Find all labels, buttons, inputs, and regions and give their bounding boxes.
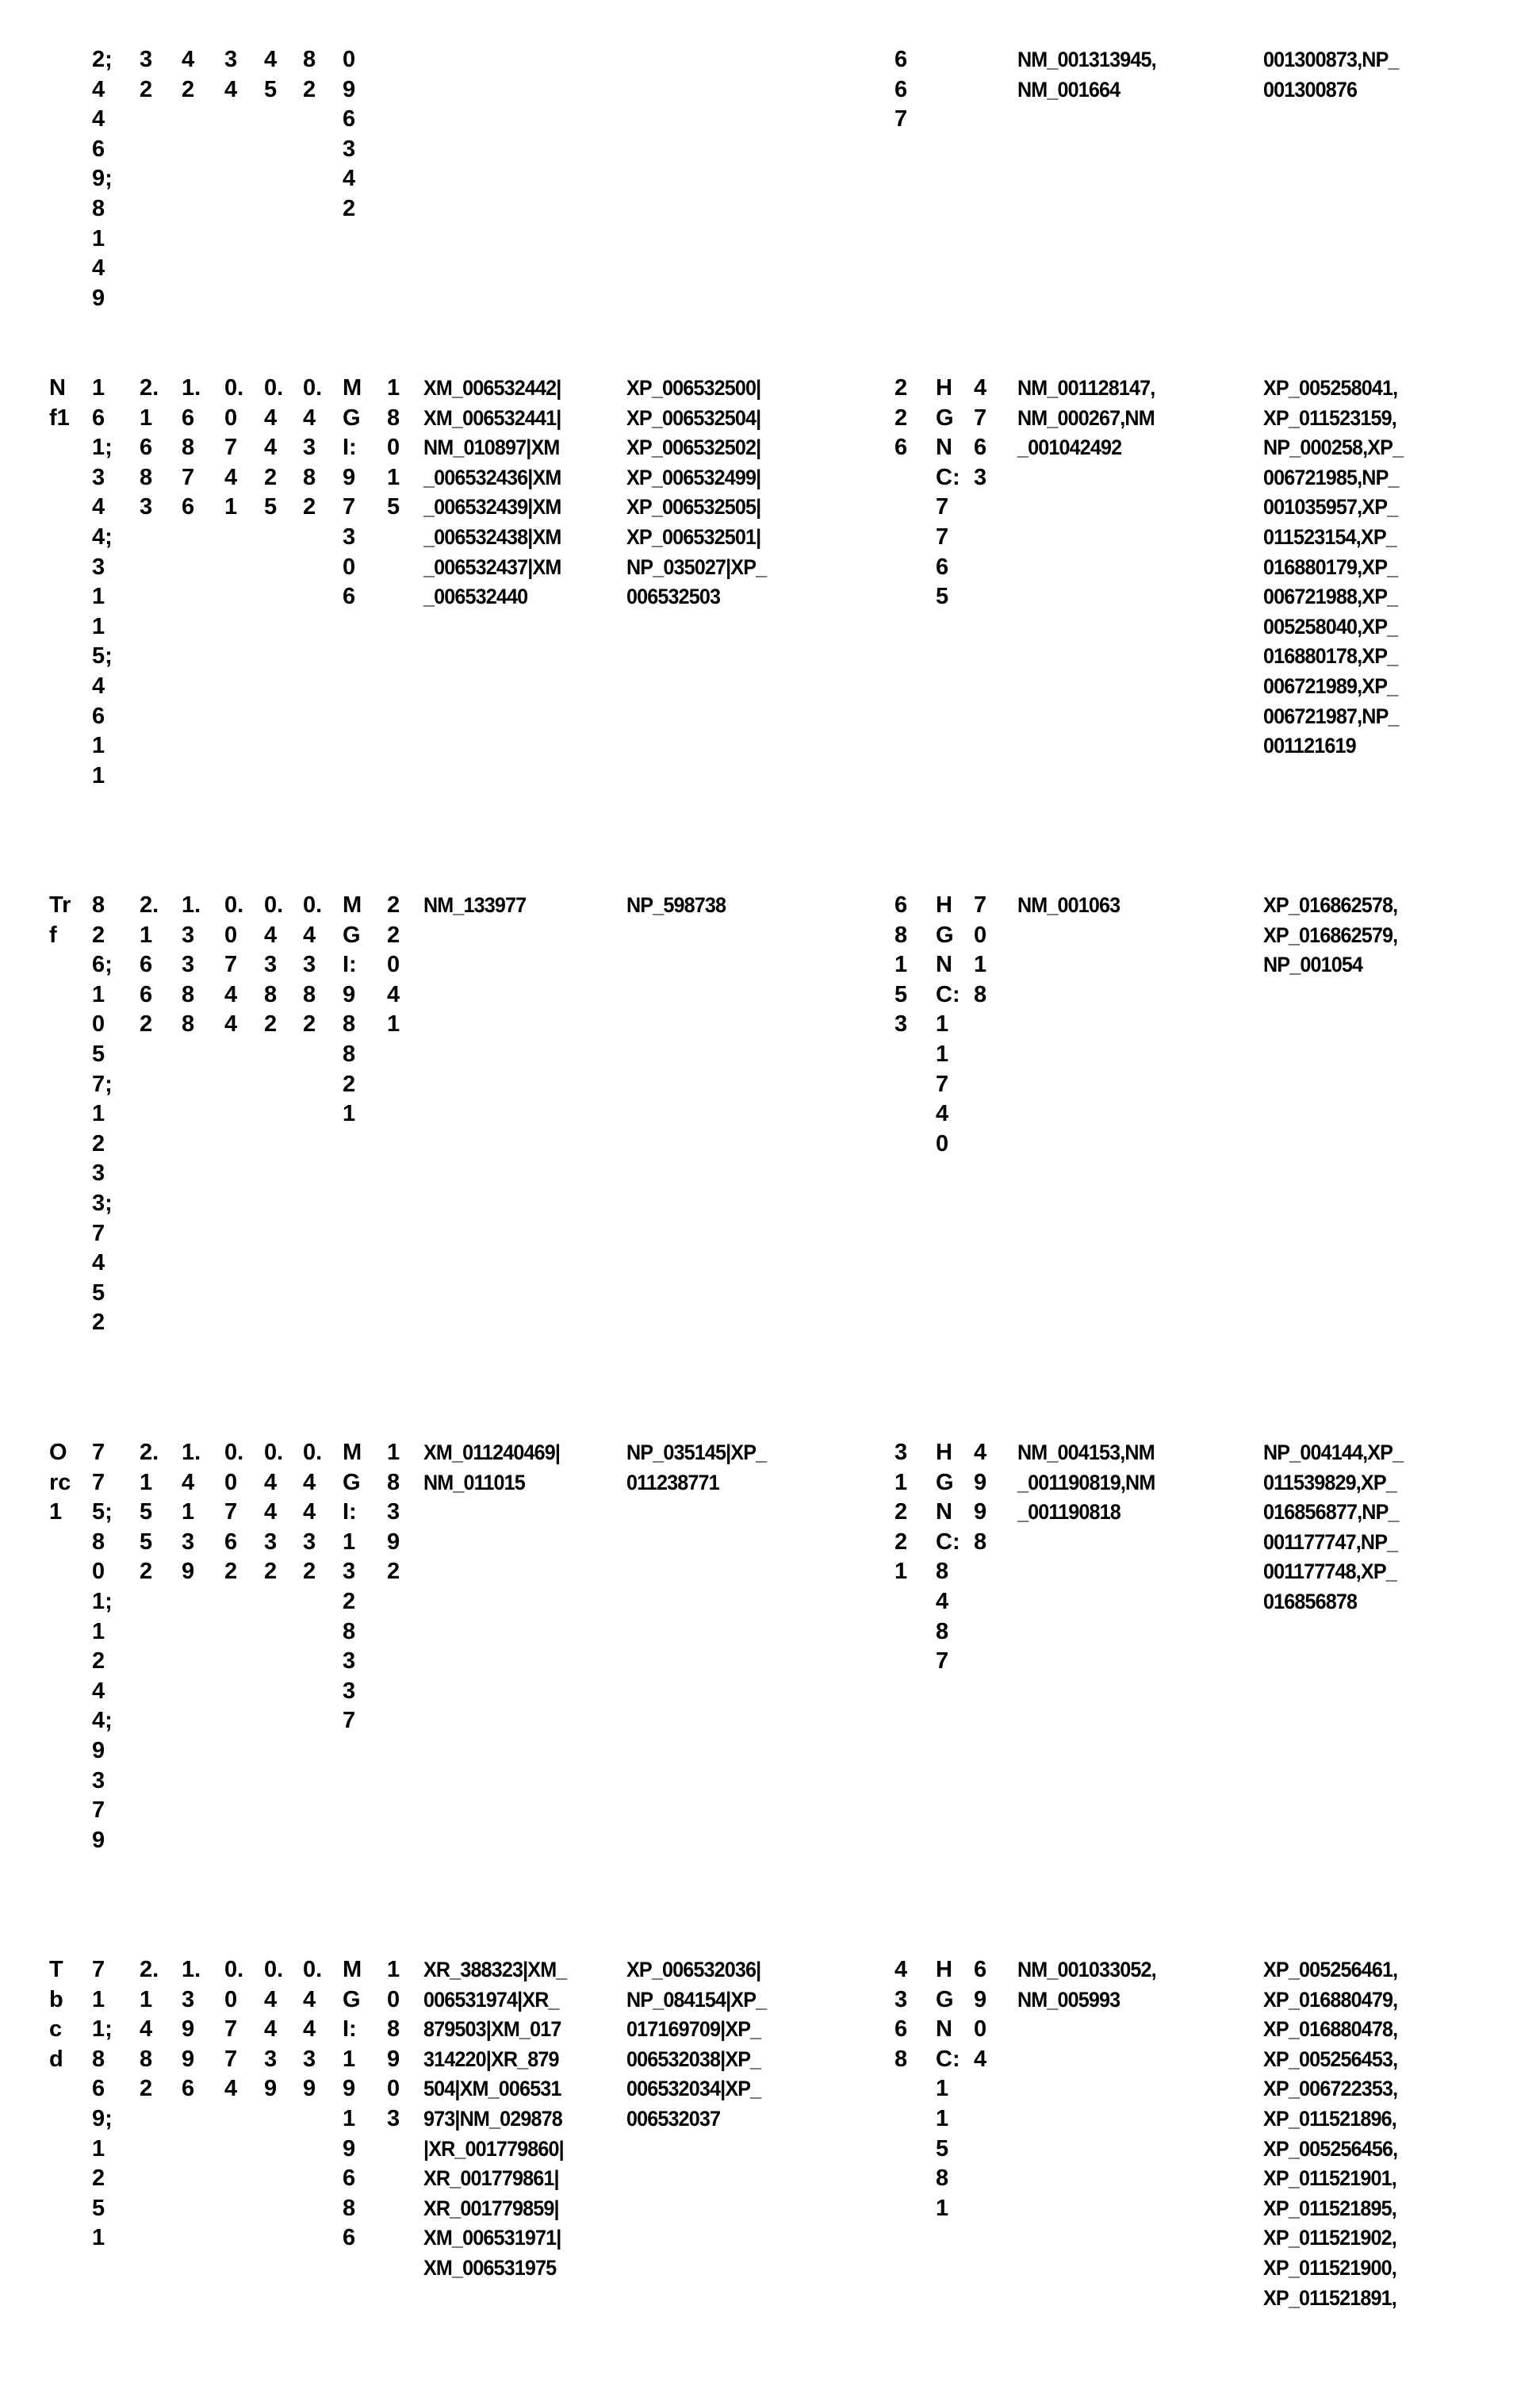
value-2: 1.3996 [182,1957,201,2102]
hgnc-accession: HGNC:8487 [936,1440,960,1674]
value-5: 82 [303,47,316,102]
human-protein-ids: XP_016862578, XP_016862579, NP_001054 [1263,893,1398,977]
mouse-gene-id: 18392 [387,1440,400,1585]
mouse-mrna-ids: XM_006532442| XM_006532441| NM_010897|XM _006532436|XM _006532439|XM _006532438|XM _006532437|XM _006532440 [423,376,561,609]
value-1: 32 [140,47,153,102]
value-2: 42 [182,47,195,102]
hgnc-accession: HGNC:11581 [936,1957,960,2221]
mgi-accession: MGI:1328337 [343,1440,362,1734]
human-protein-ids: 001300873,NP_ 001300876 [1263,48,1399,102]
mouse-gene-id: 108903 [387,1957,400,2131]
human-number: 68153 [895,892,908,1038]
hgnc-accession: HGNC:7765 [936,375,960,610]
value-5: 0.4382 [303,375,323,520]
mouse-protein-ids: XP_006532036| NP_084154|XP_ 017169709|XP_ 006532038|XP_ 006532034|XP_ 006532037 [626,1958,767,2131]
human-gene-id: 4998 [974,1440,987,1555]
value-4: 45 [264,47,278,102]
value-5: 0.4432 [303,1440,323,1585]
value-1: 2.1552 [140,1440,159,1585]
locus-positions: 826;1057;1233;7452 [92,892,113,1336]
mouse-gene-id: 22041 [387,892,400,1038]
human-gene-id: 7018 [974,892,987,1007]
human-number: 667 [895,47,908,132]
locus-positions: 161;344;3115;4611 [92,375,113,788]
human-mrna-ids: NM_001033052, NM_005993 [1017,1958,1156,2012]
gene-symbol: Orc1 [49,1440,71,1525]
human-number: 4368 [895,1957,908,2072]
mouse-mrna-ids: XM_011240469| NM_011015 [423,1440,561,1494]
human-mrna-ids: NM_004153,NM _001190819,NM _001190818 [1017,1440,1155,1525]
mgi-accession: MGI:97306 [343,375,362,610]
mouse-protein-ids: NP_035145|XP_ 011238771 [626,1440,767,1494]
human-number: 226 [895,375,908,461]
human-mrna-ids: NM_001313945, NM_001664 [1017,48,1156,102]
mouse-gene-id: 18015 [387,375,400,520]
mgi-accession: 096342 [343,47,356,221]
value-2: 1.3388 [182,892,201,1038]
mouse-mrna-ids: NM_133977 [423,893,527,917]
value-2: 1.4139 [182,1440,201,1585]
human-gene-id: 4763 [974,375,987,490]
gene-symbol: Nf1 [49,375,70,431]
locus-positions: 2;4469;8149 [92,47,113,311]
value-3: 0.0741 [224,375,244,520]
mouse-protein-ids: NP_598738 [626,893,726,917]
human-number: 31221 [895,1440,908,1585]
mouse-mrna-ids: XR_388323|XM_ 006531974|XR_ 879503|XM_017 314220|XR_879 504|XM_006531 973|NM_029878 |XR_001779860| XR_001779861| XR_001779859| XM_006531971| XM_006531975 [423,1958,567,2280]
value-3: 0.0762 [224,1440,244,1585]
human-protein-ids: XP_005256461, XP_016880479, XP_016880478, XP_005256453, XP_006722353, XP_011521896, XP_005256456, XP_011521901, XP_011521895, XP_011521902, XP_011521900, XP_011521891, [1263,1958,1398,2310]
hgnc-accession: HGNC:11740 [936,892,960,1157]
value-1: 2.1683 [140,375,159,520]
value-5: 0.4439 [303,1957,323,2102]
locus-positions: 711;869;1251 [92,1957,113,2251]
human-gene-id: 6904 [974,1957,987,2072]
human-protein-ids: NP_004144,XP_ 011539829,XP_ 016856877,NP_ 001177747,NP_ 001177748,XP_ 016856878 [1263,1440,1404,1613]
value-1: 2.1662 [140,892,159,1038]
value-4: 0.4432 [264,1440,284,1585]
mouse-protein-ids: XP_006532500| XP_006532504| XP_006532502| XP_006532499| XP_006532505| XP_006532501| NP_035027|XP_ 006532503 [626,376,767,609]
human-protein-ids: XP_005258041, XP_011523159, NP_000258,XP_ 006721985,NP_ 001035957,XP_ 011523154,XP_ 016880179,XP_ 006721988,XP_ 005258040,XP_ 016880178,XP_ 006721989,XP_ 006721987,NP_ 001121619 [1263,376,1404,758]
value-5: 0.4382 [303,892,323,1038]
value-4: 0.4382 [264,892,284,1038]
human-mrna-ids: NM_001128147, NM_000267,NM _001042492 [1017,376,1155,460]
value-1: 2.1482 [140,1957,159,2102]
mgi-accession: MGI:1919686 [343,1957,362,2251]
human-mrna-ids: NM_001063 [1017,893,1121,917]
value-3: 0.0774 [224,1957,244,2102]
value-3: 0.0744 [224,892,244,1038]
value-4: 0.4425 [264,375,284,520]
locus-positions: 775;801;1244;9379 [92,1440,113,1853]
gene-symbol: Tbcd [49,1957,63,2072]
value-2: 1.6876 [182,375,201,520]
value-3: 34 [224,47,238,102]
value-4: 0.4439 [264,1957,284,2102]
mgi-accession: MGI:98821 [343,892,362,1127]
gene-symbol: Trf [49,892,71,948]
